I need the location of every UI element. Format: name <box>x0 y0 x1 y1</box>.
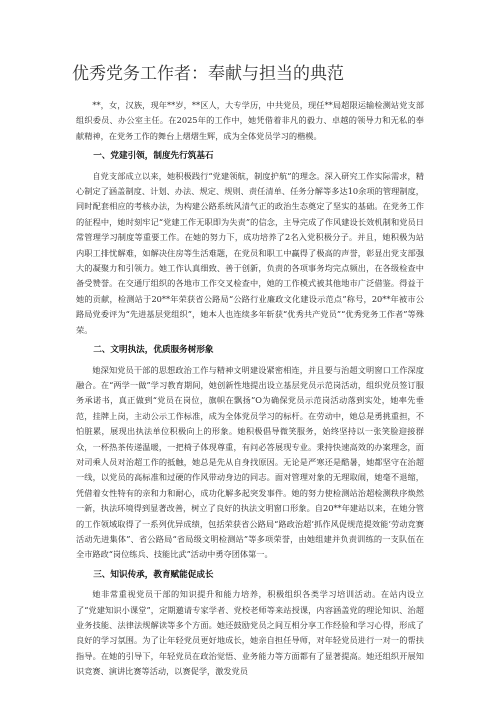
section-heading-2: 二、文明执法，优质服务树形象 <box>93 345 214 356</box>
section-paragraph-2: 她深知党员干部的思想政治工作与精神文明建设紧密相连，并且要与治超文明窗口工作深度融合。在“两学一做”学习教育期间，她创新性地提出设立基层党员示范岗活动，组织党员签订服务承诺书，真正做到“党员在岗位，旗帜在飘扬”O为确保党员示范岗活动落到实处，她率先垂范，挂牌上岗，主动公示工作标准，成为全体党员学习的标杆。在劳动中，她总是勇挑重担，不怕脏累，展现出执法单位积极向上的形象。她积极倡导微笑服务，始终坚持以一张笑脸迎接群众，一杯热茶传递温暖，一把椅子体现尊重，有问必答展现专业。秉持快速高效的办案理念，面对司乘人员对治超工作的抵触，她总是先从自身找原因。无论是严寒还是酷暑，她都坚守在治超一线，以党员的高标准和过硬的作风带动身边的同志。面对管理对象的无理取闹，她毫不退缩，凭借着女性特有的亲和力和耐心，成功化解多起突发事件。她的努力使检测站治超检测秩序焕然一新，执法环境得到显著改善，树立了良好的执法文明窗口形象。自20**年建站以来，在她分管的工作领域取得了一系列优异成绩，包括荣获省公路局“路政治超’抓作风促规范提效能’劳动竞赛活动先进集体”、省公路局“省局级文明检测站”等多项荣誉，由她组建并负责训练的一支队伍在全市路政“岗位练兵、技能比武”活动中勇夺团体第一。 <box>76 364 424 560</box>
section-heading-1: 一、党建引领，制度先行筑基石 <box>93 151 214 162</box>
section-paragraph-1: 自党支部成立以来，她积极践行“党建领航，制度护航”的理念。深入研究工作实际需求，精心制定了涵盖制度、计划、办法、规定、规则、责任清单、任务分解等多达10余项的管理制度，同时配套相应的考核办法，为构建公路系统风清气正的政治生态奠定了坚实的基础。在党务工作的征程中，她时刻牢记“党建工作无职即为失责”的信念，主导完成了作风建设长效机制和党员日常管理学习制度等重要工作。在她的努力下，成功培养了2名入党积极分子。并且，她积极为站内职工排忧解难，如解决住房等生活难题，在党员和职工中赢得了极高的声誉，彰显出党支部强大的凝聚力和引领力。她工作认真细致、善于创新，负责的各项事务均完点频出，在各级检查中备受赞誉。在交通厅组织的各地市工作交叉检查中，她的工作模式被其他地市广泛借鉴。得益于她的贡献，检测站于20**年荣获省公路局“公路行业廉政文化建设示范点”称号，20**年被市公路局党委评为“先进基层党组织”，她本人也连续多年斩获“优秀共产党员”“优秀党务工作者”等殊荣。 <box>76 170 424 335</box>
section-heading-3: 三、知识传承，教育赋能促成长 <box>93 569 214 580</box>
intro-paragraph: **，女，汉族，现年**岁，**区人，大专学历，中共党员，现任**局超限运输检测站党支部组织委员、办公室主任。在2025年的工作中，她凭借着非凡的毅力、卓越的领导力和无私的奉献精神，在党务工作的舞台上熠熠生辉，成为全体党员学习的楷模。 <box>76 100 424 141</box>
document-title: 优秀党务工作者：奉献与担当的典范 <box>72 64 344 84</box>
document-body <box>76 98 424 680</box>
section-paragraph-3: 她非常重视党员干部的知识提升和能力培养，积极组织各类学习培训活动。在站内设立了“党建知识小课堂”，定期邀请专家学者、党校老师等来站授课，内容涵盖党的理论知识、治超业务技能、法律法规解读等多个方面。她还鼓励党员之间互相分享工作经验和学习心得，形成了良好的学习氛围。为了让年轻党员更好地成长，她亲自担任导师，对年轻党员进行一对一的帮扶指导。在她的引导下，年轻党员在政治觉悟、业务能力等方面都有了显著提高。她还组织开展知识竞赛、演讲比赛等活动，以赛促学，激发党员 <box>76 589 424 677</box>
